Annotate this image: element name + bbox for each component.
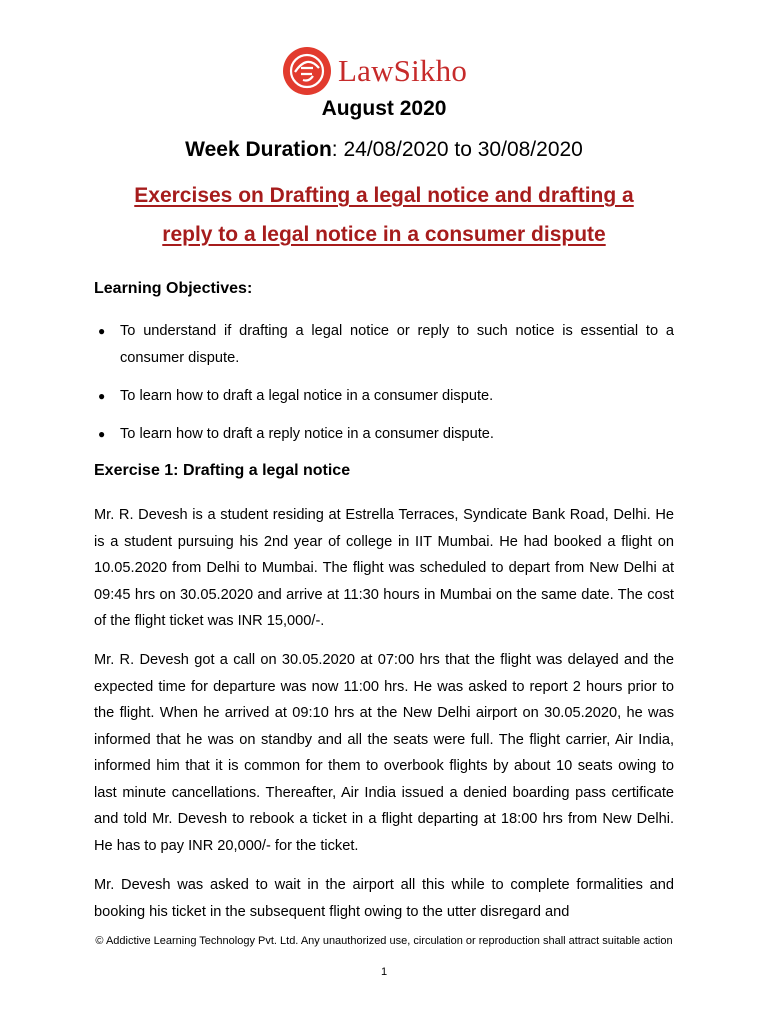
document-title bbox=[94, 176, 674, 254]
week-duration-value: : 24/08/2020 to 30/08/2020 bbox=[331, 138, 583, 161]
bullet-icon: ● bbox=[98, 324, 106, 338]
exercise-paragraph-2: Mr. R. Devesh got a call on 30.05.2020 at 07:00 hrs that the flight was delayed and the expected time for departure was now 11:00 hrs. He was asked to report 2 hours prior to the flight. When he arrived at 09:10 hrs at the New Delhi airport on 30.05.2020, he was informed that he was on standby and all the seats were full. The flight carrier, Air India, informed him that it is common for them to overbook flights by about 10 seats owing to last minute cancellations. Thereafter, Air India issued a denied boarding pass certificate and told Mr. Devesh to rebook a ticket in a flight departing at 18:00 hrs from New Delhi. He has to pay INR 20,000/- for the ticket. bbox=[94, 652, 674, 854]
page-number: 1 bbox=[380, 966, 388, 978]
list-item: ● To learn how to draft a reply notice in a consumer dispute. bbox=[94, 421, 674, 448]
lawsikho-logo-icon bbox=[282, 46, 332, 96]
brand-logo bbox=[282, 42, 467, 100]
footer-copyright: © Addictive Learning Technology Pvt. Ltd. Any unauthorized use, circulation or reproduction shall attract suitable action bbox=[95, 935, 673, 947]
week-duration bbox=[0, 138, 768, 162]
bullet-icon: ● bbox=[98, 427, 106, 441]
bullet-icon: ● bbox=[98, 389, 106, 403]
week-duration-label: Week Duration bbox=[185, 138, 332, 161]
list-item: ● To understand if drafting a legal notice or reply to such notice is essential to a consumer dispute. bbox=[94, 318, 674, 372]
exercise-paragraph-1: Mr. R. Devesh is a student residing at Estrella Terraces, Syndicate Bank Road, Delhi. He is a student pursuing his 2nd year of college in IIT Mumbai. He had booked a flight on 10.05.2020 from Delhi to Mumbai. The flight was scheduled to depart from New Delhi at 09:45 hrs on 30.05.2020 and arrive at 11:30 hours in Mumbai on the same date. The cost of the flight ticket was INR 15,000/-. bbox=[94, 507, 674, 629]
learning-objectives-heading: Learning Objectives: bbox=[94, 280, 253, 297]
month-heading: August 2020 bbox=[321, 97, 447, 120]
exercise-1-heading: Exercise 1: Drafting a legal notice bbox=[94, 462, 351, 479]
brand-name: LawSikho bbox=[338, 53, 468, 88]
title-line-1: Exercises on Drafting a legal notice and drafting a bbox=[134, 184, 634, 207]
title-line-2: reply to a legal notice in a consumer dispute bbox=[162, 223, 606, 246]
list-item: ● To learn how to draft a legal notice in a consumer dispute. bbox=[94, 383, 674, 410]
exercise-paragraph-3: Mr. Devesh was asked to wait in the airport all this while to complete formalities and booking his ticket in the subsequent flight owing to the utter disregard and bbox=[94, 877, 674, 920]
learning-objectives-list bbox=[94, 318, 674, 459]
